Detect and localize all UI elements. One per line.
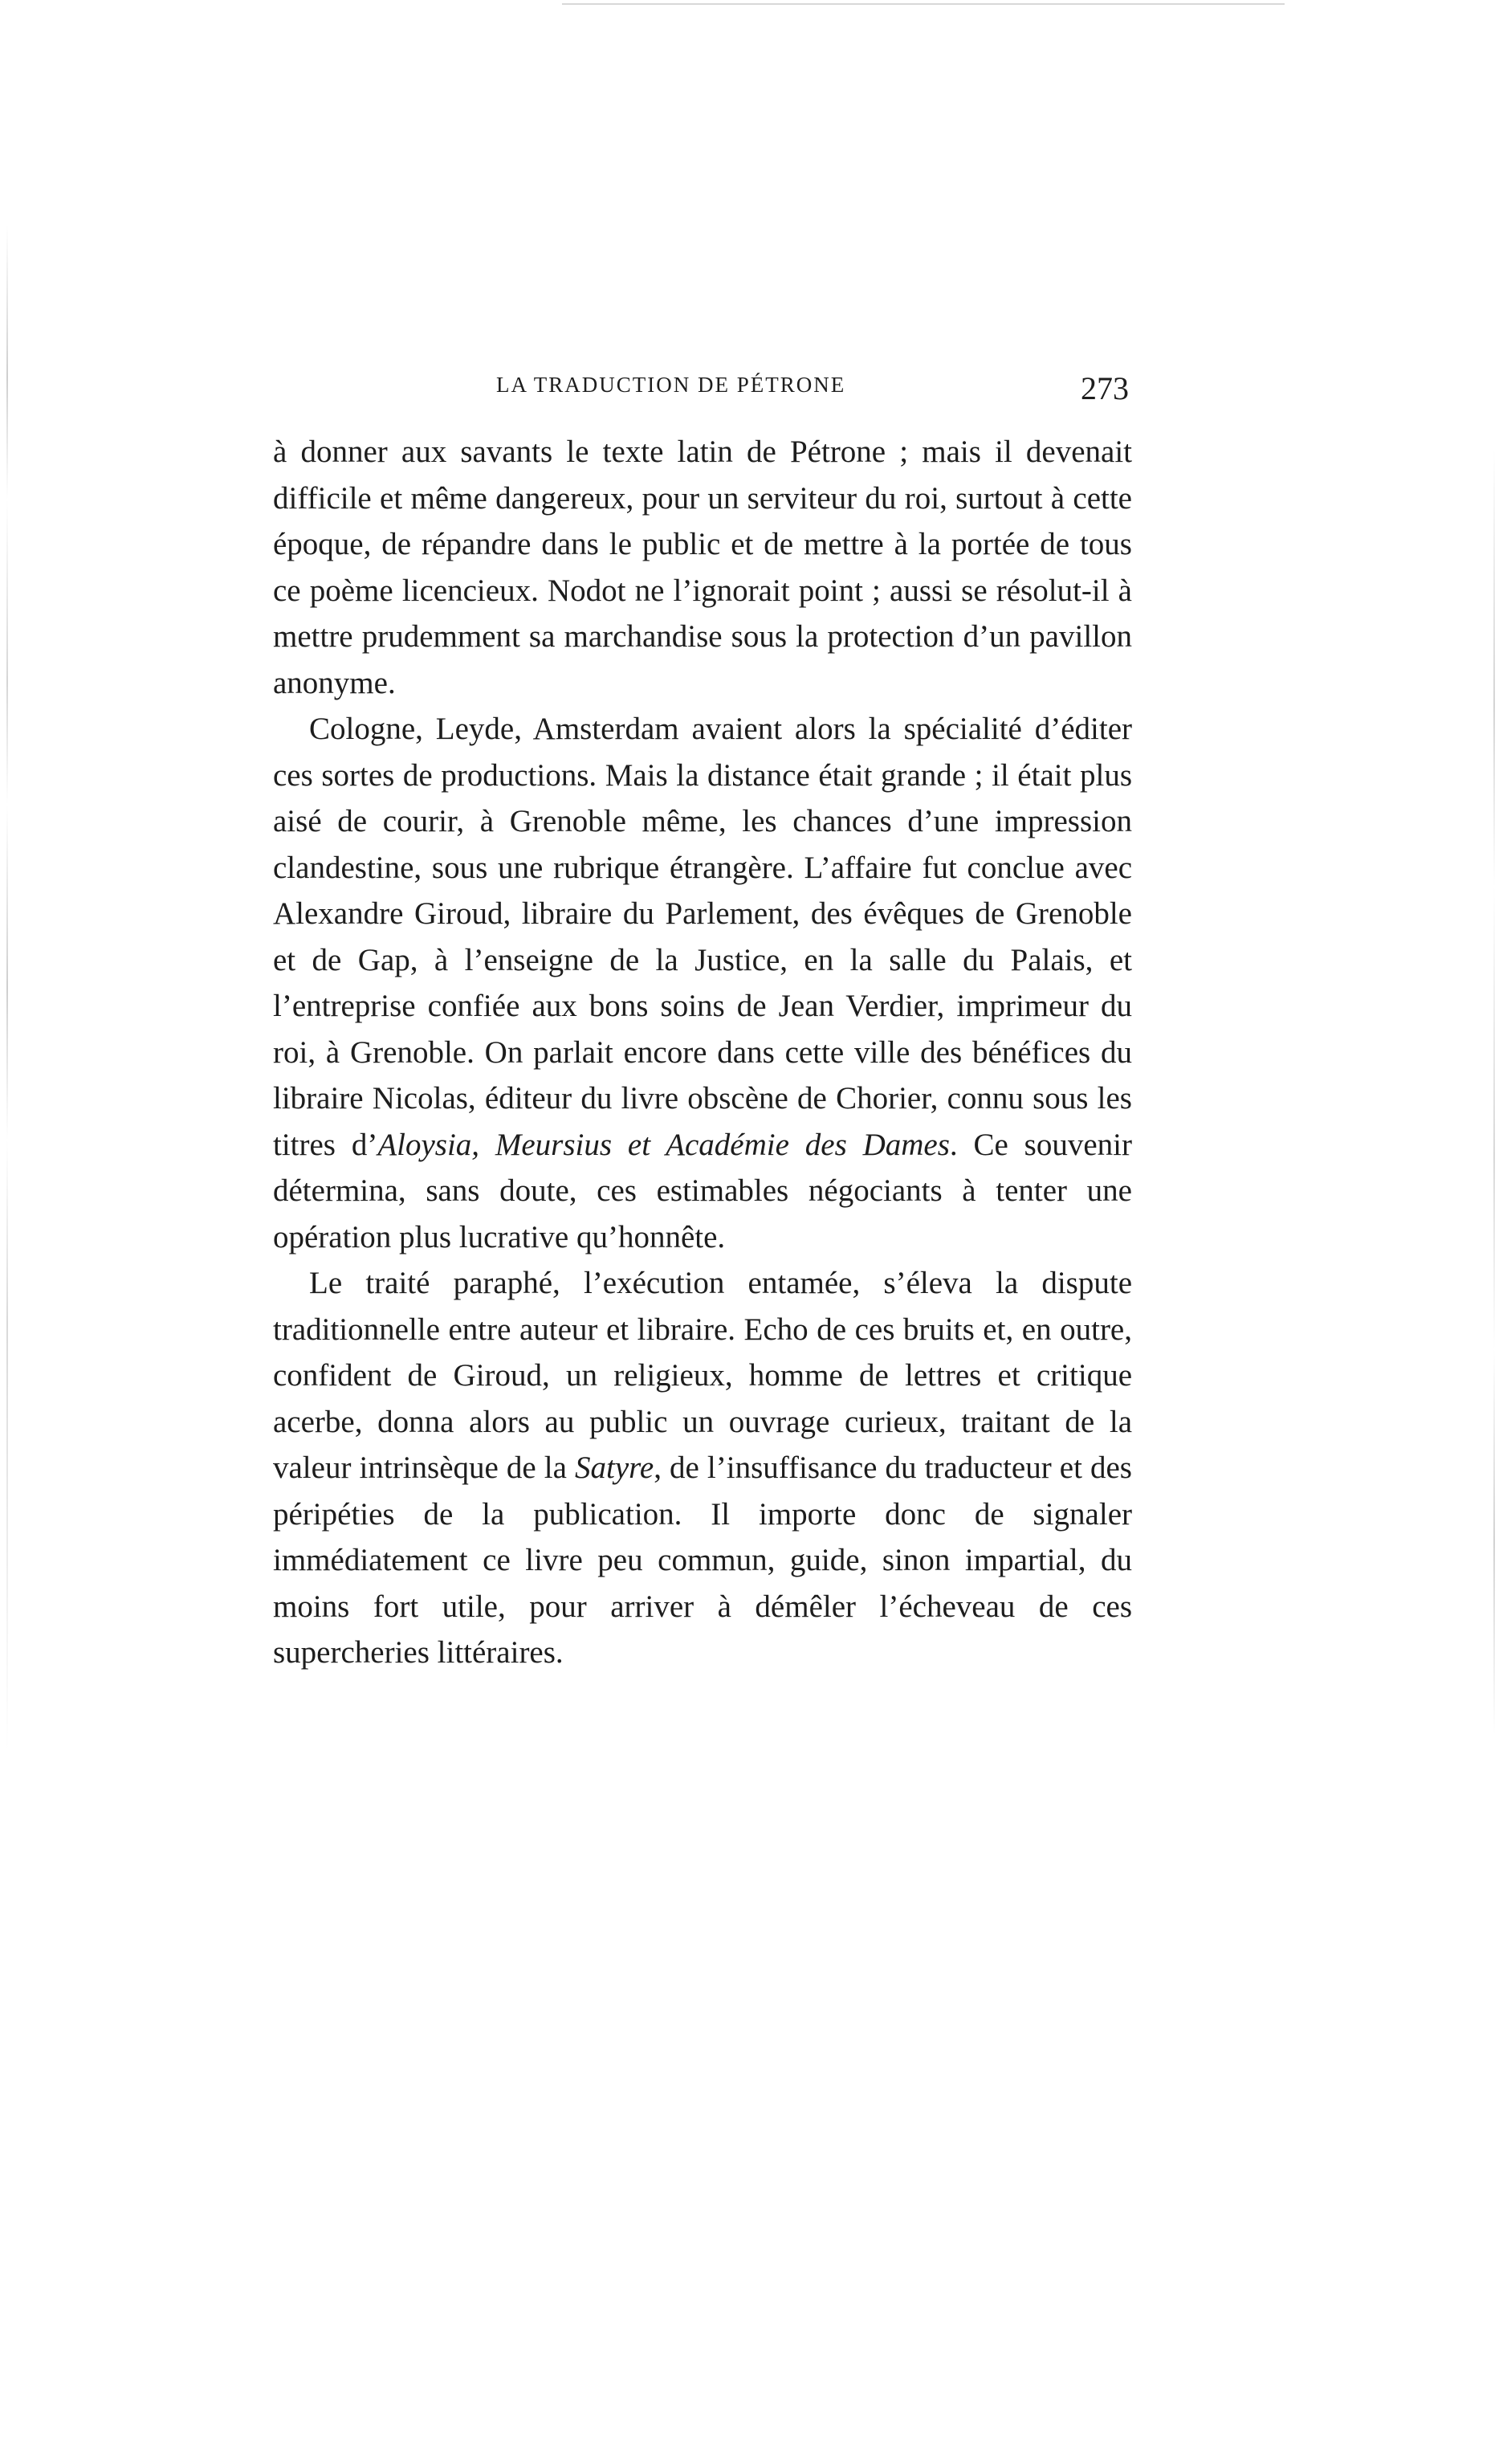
paragraph-3-text-end: , de l’insuffisance du traducteur et des péripéties de la publication. Il importe donc de signaler immédiatement ce livre peu commun, guide, sinon impartial, du moins fort utile, pour arriver à démêler l’écheveau de ces supercheries littéraires. xyxy=(273,1450,1132,1670)
book-titles-italic: Aloysia, Meursius et Académie des Dames xyxy=(377,1127,950,1162)
page-header xyxy=(496,369,1138,418)
paragraph-3-text-start: Le traité paraphé, l’exécution entamée, s’éleva la dispute traditionnelle entre auteur et libraire. Echo de ces bruits et, en outre, confident de Giroud, un religieux, homme de lettres et critique acerbe, donna alors au public un ouvrage curieux, traitant de la valeur intrinsèque de la xyxy=(273,1266,1132,1485)
paragraph-2 xyxy=(273,706,1132,1260)
paragraph-2-text-end: . Ce souvenir détermina, sans doute, ces estimables négociants à tenter une opération plus lucrative qu’honnête. xyxy=(273,1127,1132,1254)
scan-edge-right xyxy=(1493,450,1495,1735)
page-number: 273 xyxy=(1081,370,1129,406)
satyre-italic: Satyre xyxy=(575,1450,654,1485)
running-title: LA TRADUCTION DE PÉTRONE xyxy=(496,373,846,397)
scan-edge-left xyxy=(6,225,8,1751)
scan-edge-top xyxy=(562,3,1285,5)
body-text xyxy=(273,429,1132,1676)
paragraph-2-text-start: Cologne, Leyde, Amsterdam avaient alors la spécialité d’éditer ces sortes de productions. Mais la distance était grande ; il était plus aisé de courir, à Grenoble même, les chances d’une impression clandestine, sous une rubrique étrangère. L’affaire fut conclue avec Alexandre Giroud, libraire du Parlement, des évêques de Grenoble et de Gap, à l’enseigne de la Justice, en la salle du Palais, et l’entreprise confiée aux bons soins de Jean Verdier, imprimeur du roi, à Grenoble. On parlait encore dans cette ville des bénéfices du libraire Nicolas, éditeur du livre obscène de Chorier, connu sous les titres d’ xyxy=(273,712,1132,1162)
paragraph-3 xyxy=(273,1260,1132,1676)
paragraph-1-text: à donner aux savants le texte latin de Pétrone ; mais il devenait difficile et même dangereux, pour un serviteur du roi, surtout à cette époque, de répandre dans le public et de mettre à la portée de tous ce poème licencieux. Nodot ne l’ignorait point ; aussi se résolut-il à mettre prudemment sa marchandise sous la protection d’un pavillon anonyme. xyxy=(273,434,1132,700)
paragraph-1 xyxy=(273,429,1132,706)
